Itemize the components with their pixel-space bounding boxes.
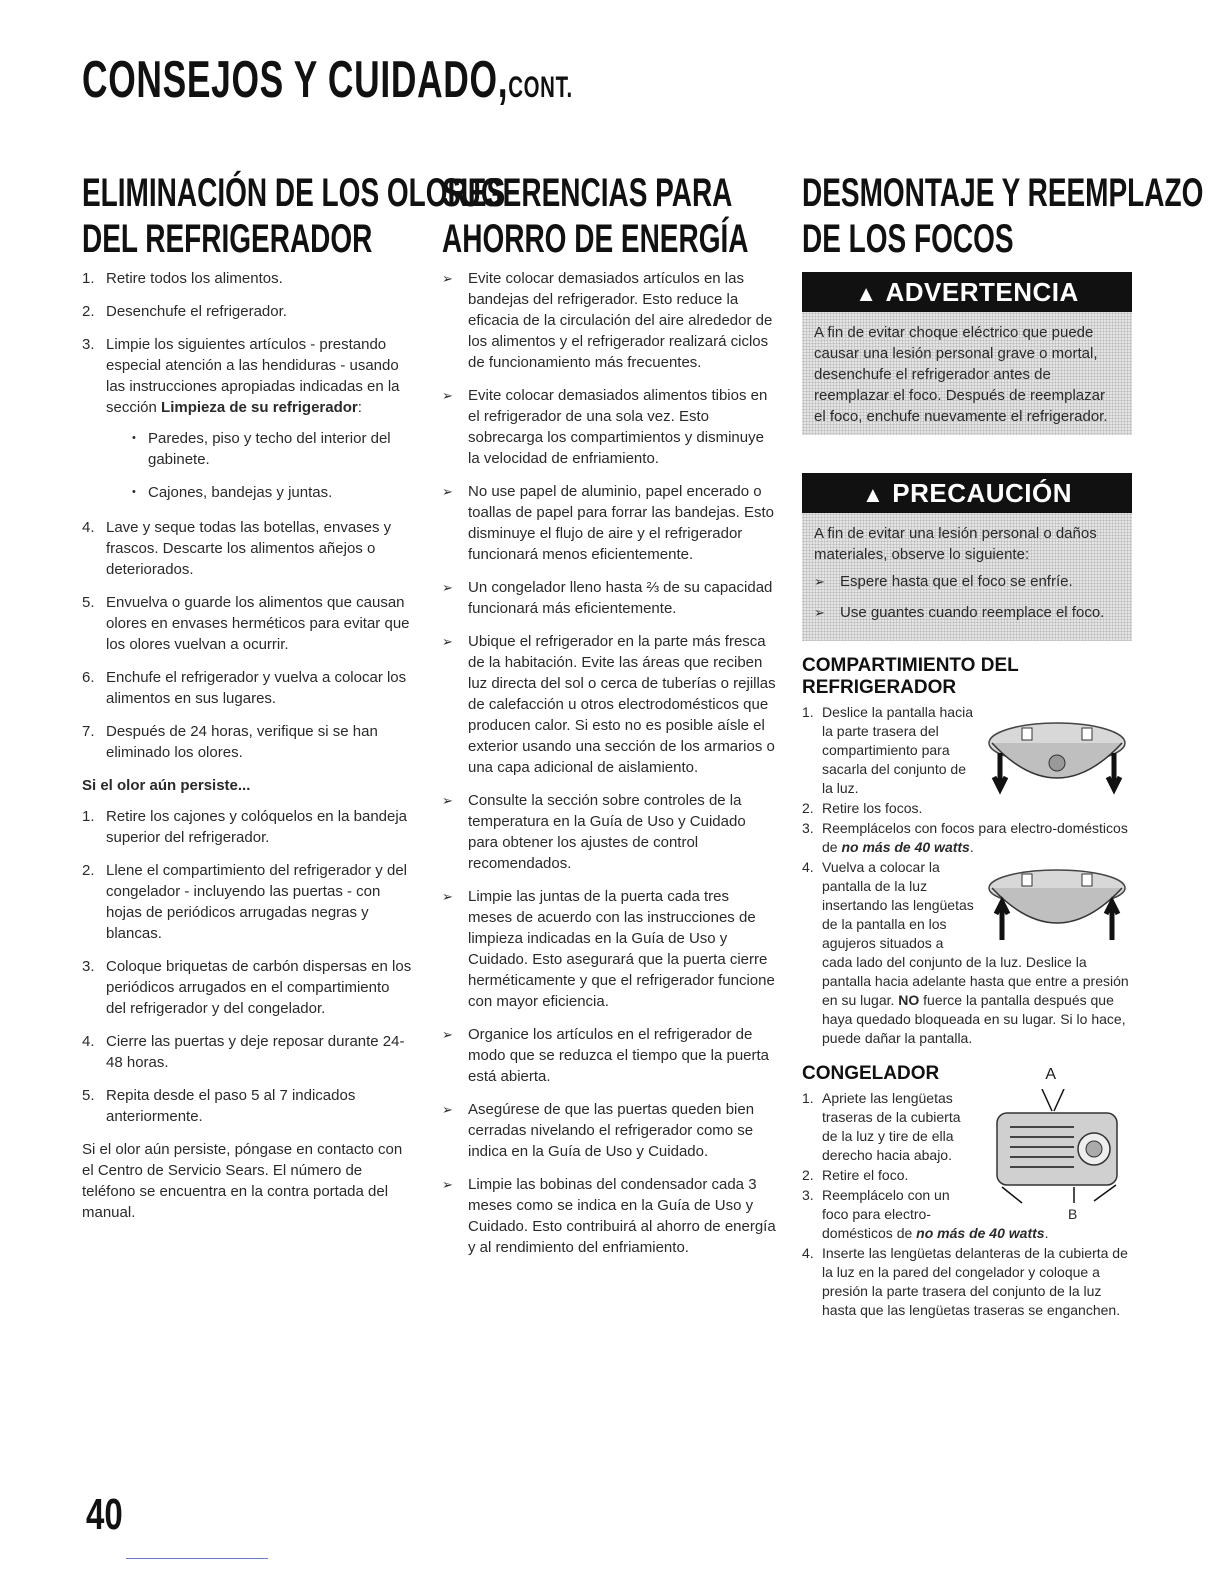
list-item: ➢ Evite colocar demasiados alimentos tibios en el refrigerador de una sola vez. Esto sobrecarga los compartimientos y disminuye la velocidad de enfriamiento. [442,387,768,467]
warning-banner: ▲ ADVERTENCIA [802,272,1132,312]
list-item: 3. Reemplácelo con un foco para electro-domésticos de no más de 40 watts. [802,1187,1049,1241]
list-item: • Paredes, piso y techo del interior del gabinete. [148,428,412,470]
arrow-bullet-icon: ➢ [442,1177,453,1192]
odor-steps-list [82,268,412,763]
list-item: 4. Vuelva a colocar la pantalla de la luz insertando las lengüetas de la pantalla en los agujeros situados a cada lado del conjunto de la luz. Deslice la pantalla hacia adelante hasta que entre a presión en su lugar. NO fuerce la pantalla después que haya quedado bloqueada en su lugar. Si lo hace, puede dañar la pantalla. [802,859,1129,1046]
list-item: 1. Apriete las lengüetas traseras de la cubierta de la luz y tire de ella derecho hacia abajo. [802,1090,961,1163]
list-item: 2. Desenchufe el refrigerador. [82,303,287,320]
energy-tips-list [442,268,777,1258]
page-title-suffix: CONT. [508,71,573,104]
odor-removal-title: ELIMINACIÓN DE LOS OLORES DEL REFRIGERADOR [82,171,506,261]
arrow-bullet-icon: ➢ [442,580,453,595]
energy-saving-column [442,170,777,1270]
list-item: ➢ Organice los artículos en el refrigerador de modo que se reduzca el tiempo que la puerta está abierta. [442,1026,770,1085]
page-title: CONSEJOS Y CUIDADO,CONT. [82,51,573,109]
list-item: ➢ Limpie las bobinas del condensador cada 3 meses como se indica en la Guía de Uso y Cuidado. Esto contribuirá al ahorro de energía y al rendimiento del enfriamiento. [442,1176,776,1256]
page-number: 40 [86,1490,123,1539]
footer-divider [126,1558,268,1559]
warning-box: A fin de evitar choque eléctrico que puede causar una lesión personal grave o mortal, desenchufe el refrigerador antes de reemplazar el foco. Después de reemplazar el foco, enchufe nuevamente el refrigerador. [802,312,1132,435]
warning-triangle-icon: ▲ [861,482,885,507]
list-item: 3. Limpie los siguientes artículos - prestando especial atención a las hendiduras - usando las instrucciones apropiadas indicadas en la sección Limpieza de su refrigerador: • Paredes, piso y techo del interior del gabinete. • Cajones, bandejas y juntas. [82,334,412,503]
arrow-bullet-icon: ➢ [442,793,453,808]
list-item: 3. Reemplácelos con focos para electro-domésticos de no más de 40 watts. [802,820,1128,855]
clean-items-list [106,428,412,503]
list-item: ➢ Asegúrese de que las puertas queden bien cerradas nivelando el refrigerador como se indica en la Guía de Uso y Cuidado. [442,1101,755,1160]
list-item: 1. Retire los cajones y colóquelos en la bandeja superior del refrigerador. [82,808,408,846]
list-item: • Cajones, bandejas y juntas. [148,482,412,503]
list-item: ➢ Un congelador lleno hasta ⅔ de su capacidad funcionará más eficientemente. [442,579,773,617]
list-item: 2. Retire los focos. [802,800,923,816]
arrow-bullet-icon: ➢ [442,889,453,904]
freezer-heading: CONGELADOR [802,1063,940,1084]
list-item: ➢ Ubique el refrigerador en la parte más fresca de la habitación. Evite las áreas que reciben luz directa del sol o cerca de tuberías o rejillas de calefacción u otros electrodomésticos que producen calor. Si esto no es posible aísle el exterior usando una sección de los armarios o una capa adicional de aislamiento. [442,633,776,776]
arrow-bullet-icon: ➢ [442,1027,453,1042]
list-item: ➢ Evite colocar demasiados artículos en las bandejas del refrigerador. Esto reduce la eficacia de la circulación del aire alrededor de los alimentos y el refrigerador realizará ciclos de funcionamiento más frecuentes. [442,270,773,371]
arrow-bullet-icon: ➢ [442,1102,453,1117]
list-item: 7. Después de 24 horas, verifique si se han eliminado los olores. [82,723,378,761]
bulb-replacement-column [802,170,1204,1321]
list-item: ➢ Consulte la sección sobre controles de la temperatura en la Guía de Uso y Cuidado para obtener los ajustes de control recomendados. [442,792,746,872]
list-item: 4. Lave y seque todas las botellas, envases y frascos. Descarte los alimentos añejos o deteriorados. [82,519,392,578]
list-item: 2. Retire el foco. [802,1167,909,1183]
arrow-bullet-icon: ➢ [814,605,825,620]
energy-saving-title: SUGERENCIAS PARA AHORRO DE ENERGÍA [442,171,749,261]
figure-label-a: A [1045,1066,1056,1083]
warning-triangle-icon: ▲ [855,281,878,306]
fridge-steps [802,703,1132,1048]
persist-steps-list [82,806,412,1127]
list-item: 6. Enchufe el refrigerador y vuelva a colocar los alimentos en sus lugares. [82,669,407,707]
odor-removal-column [82,170,506,1223]
list-item: 5. Envuelva o guarde los alimentos que causan olores en envases herméticos para evitar que los olores vuelvan a ocurrir. [82,594,410,653]
freezer-steps [802,1089,1132,1320]
list-item: ➢ No use papel de aluminio, papel encerado o toallas de papel para forrar las bandejas. Esto disminuye el flujo de aire y el refrigerador funcionará menos eficientemente. [442,483,775,563]
closing-note: Si el olor aún persiste, póngase en contacto con el Centro de Servicio Sears. El número de teléfono se encuentra en la contra portada del manual. [82,1141,403,1221]
caution-box [802,513,1132,641]
fridge-compartment-heading: COMPARTIMIENTO DEL REFRIGERADOR [802,655,1019,698]
list-item: 4. Inserte las lengüetas delanteras de la cubierta de la luz en la pared del congelador y coloque a presión la parte trasera del conjunto de la luz hasta que las lengüetas traseras se enganchen. [802,1245,1128,1318]
list-item: 3. Coloque briquetas de carbón dispersas en los periódicos arrugados en el compartimiento del refrigerador y del congelador. [82,958,412,1017]
list-item: 4. Cierre las puertas y deje reposar durante 24-48 horas. [82,1033,405,1071]
bulb-replacement-title: DESMONTAJE Y REEMPLAZO DE LOS FOCOS [802,171,1204,261]
caution-text: A fin de evitar una lesión personal o daños materiales, observe lo siguiente: [814,525,1097,563]
arrow-bullet-icon: ➢ [442,271,453,286]
list-item: ➢ Espere hasta que el foco se enfríe. [814,573,1073,590]
arrow-bullet-icon: ➢ [814,574,825,589]
arrow-bullet-icon: ➢ [442,484,453,499]
list-item: ➢ Limpie las juntas de la puerta cada tres meses de acuerdo con las instrucciones de limpieza indicadas en la Guía de Uso y Cuidado. Esto asegurará que la puerta cierre herméticamente y que el refrigerador funcione con mayor eficiencia. [442,888,775,1010]
persist-heading: Si el olor aún persiste... [82,777,251,794]
list-item: 1. Retire todos los alimentos. [82,270,283,287]
arrow-bullet-icon: ➢ [442,388,453,403]
list-item: 5. Repita desde el paso 5 al 7 indicados anteriormente. [82,1087,356,1125]
list-item: ➢ Use guantes cuando reemplace el foco. [814,604,1105,621]
list-item: 2. Llene el compartimiento del refrigerador y del congelador - incluyendo las puertas - con hojas de periódicos arrugadas negras y blancas. [82,862,407,942]
caution-banner: ▲ PRECAUCIÓN [802,473,1132,513]
figure-label-b: B [1068,1206,1078,1222]
list-item: 1. Deslice la pantalla hacia la parte trasera del compartimiento para sacarla del conjunto de la luz. [802,704,973,796]
arrow-bullet-icon: ➢ [442,634,453,649]
